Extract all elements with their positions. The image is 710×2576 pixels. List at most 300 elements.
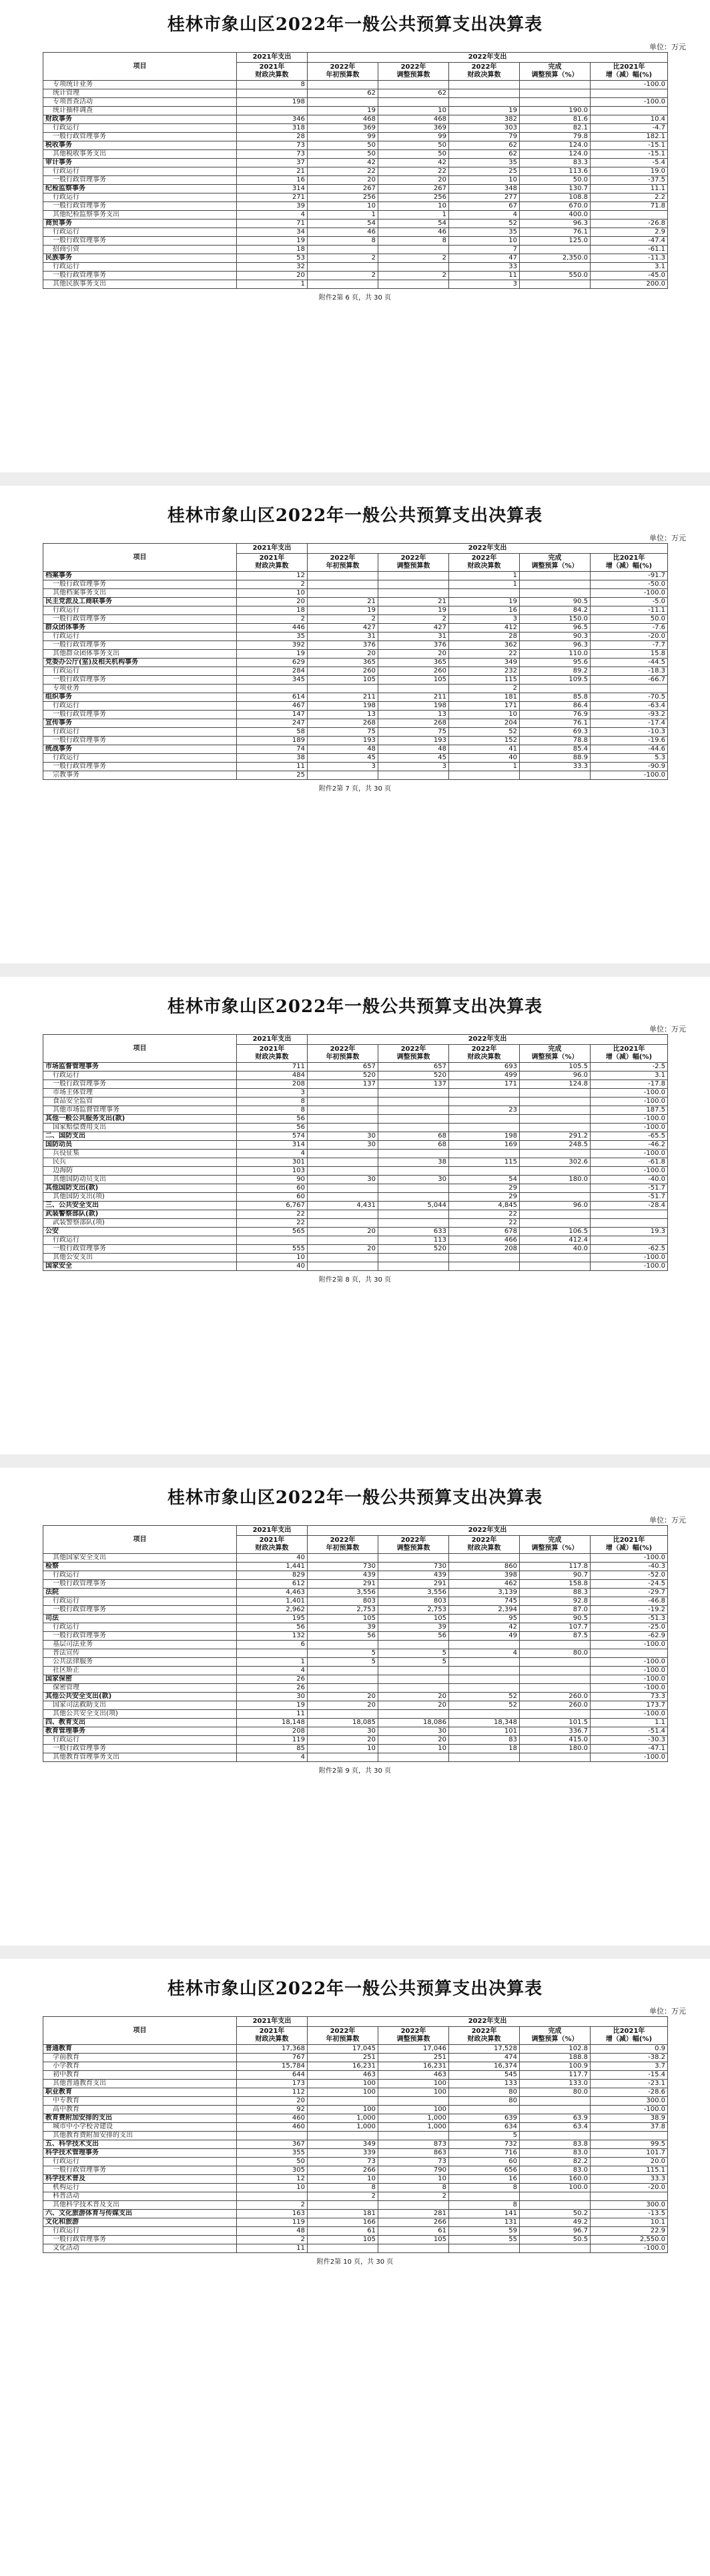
row-value: 376	[308, 641, 378, 650]
row-value	[237, 2192, 308, 2201]
row-value: -62.5	[591, 1245, 668, 1254]
report-page-1	[20, 0, 690, 467]
row-value: 55	[449, 2236, 520, 2244]
row-value: -61.1	[591, 246, 668, 254]
row-value	[378, 1124, 449, 1132]
row-value: -100.0	[591, 1554, 668, 1563]
row-value: 96.5	[520, 624, 591, 632]
row-value: 25	[237, 771, 308, 780]
row-label: 档案事务	[43, 572, 237, 580]
table-row	[43, 1262, 668, 1271]
row-value	[591, 1210, 668, 1219]
row-value: 40	[237, 1262, 308, 1271]
header-c2: 2022年 年初预算数	[308, 554, 378, 572]
row-label: 三、公共安全支出	[43, 1202, 237, 1210]
row-value: 3,556	[378, 1589, 449, 1597]
row-value: 19.3	[591, 1228, 668, 1236]
header-c4: 2022年 财政决算数	[449, 2027, 520, 2045]
row-value	[308, 1753, 378, 1762]
table-row	[43, 2114, 668, 2123]
row-value: 84.2	[520, 606, 591, 615]
row-value: 3	[237, 1089, 308, 1098]
row-value: 117.8	[520, 1563, 591, 1571]
row-value: 54	[378, 220, 449, 228]
row-value: 31	[308, 632, 378, 641]
row-value: 103	[237, 1167, 308, 1176]
header-c1: 2021年 财政决算数	[237, 1536, 308, 1554]
table-row	[43, 2158, 668, 2166]
row-value: 863	[378, 2149, 449, 2158]
row-value: 62	[449, 150, 520, 159]
row-label: 其他群众团体事务支出	[43, 650, 237, 659]
table-row	[43, 685, 668, 693]
row-value: -45.0	[591, 272, 668, 280]
table-row	[43, 1727, 668, 1736]
row-label: 其他国防支出(款)	[43, 1184, 237, 1193]
row-value: 61	[308, 2227, 378, 2236]
table-row	[43, 624, 668, 632]
row-value: -51.4	[591, 1727, 668, 1736]
row-value: 137	[378, 1080, 449, 1089]
row-label: 其他一般公共服务支出(款)	[43, 1115, 237, 1124]
row-value: 17,528	[449, 2045, 520, 2054]
table-row	[43, 1245, 668, 1254]
row-value	[308, 1089, 378, 1098]
row-value: 8	[449, 2184, 520, 2192]
row-value	[591, 1649, 668, 1658]
row-value: 1,000	[378, 2114, 449, 2123]
row-value: 82.1	[520, 124, 591, 133]
row-label: 商贸事务	[43, 220, 237, 228]
row-label: 边海防	[43, 1167, 237, 1176]
row-value: -20.0	[591, 632, 668, 641]
table-row	[43, 89, 668, 98]
row-value: 42	[378, 159, 449, 167]
report-title: 桂林市象山区2022年一般公共预算支出决算表	[167, 506, 543, 526]
row-value: 35	[449, 159, 520, 167]
row-value: 291.2	[520, 1132, 591, 1141]
row-value	[520, 246, 591, 254]
row-value: 2	[237, 2236, 308, 2244]
row-label: 其他国防动员支出	[43, 1176, 237, 1184]
row-value: -100.0	[591, 589, 668, 598]
row-value	[378, 771, 449, 780]
row-value: 20	[237, 272, 308, 280]
row-value: 87.0	[520, 1606, 591, 1615]
header-group-2021: 2021年支出	[237, 544, 308, 554]
row-value	[378, 572, 449, 580]
row-value: 345	[237, 676, 308, 685]
row-value: 171	[449, 702, 520, 711]
table-row	[43, 754, 668, 763]
row-value	[308, 1193, 378, 1202]
row-label: 其他公安支出	[43, 1254, 237, 1262]
row-value	[449, 1098, 520, 1106]
row-value: 15.8	[591, 650, 668, 659]
row-value	[378, 589, 449, 598]
row-value: -100.0	[591, 1658, 668, 1667]
row-value: 1	[449, 763, 520, 771]
row-value: 4	[237, 1150, 308, 1158]
row-value: 92.8	[520, 1597, 591, 1606]
row-value: 68	[378, 1132, 449, 1141]
row-value: 2	[378, 254, 449, 263]
table-row	[43, 2045, 668, 2054]
row-label: 普法宣传	[43, 1649, 237, 1658]
row-value: -61.8	[591, 1158, 668, 1167]
row-value	[520, 1210, 591, 1219]
row-value: 2	[237, 615, 308, 624]
header-c6: 比2021年 增（减）幅(%)	[591, 1045, 668, 1063]
row-value: 18,086	[378, 1719, 449, 1727]
row-value: -23.1	[591, 2080, 668, 2088]
row-value: 115	[449, 1158, 520, 1167]
row-value: 79.8	[520, 133, 591, 141]
row-value: 105	[308, 1615, 378, 1623]
row-value: 11	[237, 763, 308, 771]
row-value: 20	[308, 1736, 378, 1745]
row-value: 10.4	[591, 115, 668, 124]
row-value	[378, 685, 449, 693]
row-value: 89.2	[520, 667, 591, 676]
row-label: 一般行政管理事务	[43, 2166, 237, 2175]
row-label: 一般行政管理事务	[43, 615, 237, 624]
row-label: 专项业务	[43, 685, 237, 693]
table-row	[43, 202, 668, 211]
row-value: 60	[237, 1184, 308, 1193]
header-c6: 比2021年 增（减）幅(%)	[591, 2027, 668, 2045]
header-c4: 2022年 财政决算数	[449, 1045, 520, 1063]
row-value: 3.7	[591, 2062, 668, 2071]
row-value: 730	[308, 1563, 378, 1571]
row-value: 300.0	[591, 2201, 668, 2210]
row-value: 180.0	[520, 1176, 591, 1184]
row-value	[449, 1089, 520, 1098]
row-value: 303	[449, 124, 520, 133]
row-value	[520, 81, 591, 89]
row-value: 19	[449, 598, 520, 606]
row-value: 81.6	[520, 115, 591, 124]
table-row	[43, 1080, 668, 1089]
row-label: 其他市场监督管理事务	[43, 1106, 237, 1115]
table-row	[43, 2106, 668, 2114]
row-label: 专项统计业务	[43, 81, 237, 89]
row-label: 一般行政管理事务	[43, 1745, 237, 1753]
row-value: 19	[378, 606, 449, 615]
row-value: 1.1	[591, 1719, 668, 1727]
table-row	[43, 81, 668, 89]
row-value	[237, 1236, 308, 1245]
table-row	[43, 1589, 668, 1597]
report-page-3	[20, 982, 690, 1449]
row-label: 武装警察部队(款)	[43, 1210, 237, 1219]
row-label: 食品安全监管	[43, 1098, 237, 1106]
table-row	[43, 650, 668, 659]
row-value	[449, 1684, 520, 1693]
table-row	[43, 1563, 668, 1571]
row-value: 3.1	[591, 1071, 668, 1080]
header-group-2021: 2021年支出	[237, 53, 308, 63]
row-value: 26	[237, 1675, 308, 1684]
row-value: 349	[308, 2140, 378, 2149]
row-value: 2	[237, 2201, 308, 2210]
table-row	[43, 1649, 668, 1658]
row-value	[308, 2244, 378, 2253]
row-value: 105	[378, 676, 449, 685]
row-value	[378, 1262, 449, 1271]
row-value: 18	[237, 606, 308, 615]
page-separator	[0, 1946, 710, 1959]
row-value: 105	[308, 2236, 378, 2244]
row-value: 30	[308, 1141, 378, 1150]
row-label: 二、国防支出	[43, 1132, 237, 1141]
row-value	[449, 1753, 520, 1762]
row-label: 一般行政管理事务	[43, 641, 237, 650]
row-value: 339	[308, 2149, 378, 2158]
row-value	[449, 1658, 520, 1667]
table-row	[43, 1745, 668, 1753]
row-value: 169	[449, 1141, 520, 1150]
row-label: 其他科学技术普及支出	[43, 2201, 237, 2210]
row-value: -100.0	[591, 81, 668, 89]
row-label: 行政运行	[43, 754, 237, 763]
row-value: 90.7	[520, 1571, 591, 1580]
row-value: 8	[237, 1098, 308, 1106]
row-label: 行政运行	[43, 606, 237, 615]
row-value: 367	[237, 2140, 308, 2149]
row-value	[449, 2106, 520, 2114]
unit-label: 单位：万元	[649, 43, 686, 51]
row-value	[591, 2192, 668, 2201]
table-row	[43, 115, 668, 124]
row-value	[378, 263, 449, 272]
row-value	[237, 2132, 308, 2140]
row-value: 180.0	[520, 1745, 591, 1753]
table-row	[43, 598, 668, 606]
row-value: 133	[449, 2080, 520, 2088]
row-value: 112	[237, 2088, 308, 2097]
row-value: 362	[449, 641, 520, 650]
row-value: 5	[378, 1658, 449, 1667]
row-value: 30	[378, 1727, 449, 1736]
row-value: 17,046	[378, 2045, 449, 2054]
row-value: -100.0	[591, 1115, 668, 1124]
row-value: 15,784	[237, 2062, 308, 2071]
row-value: 18	[449, 1745, 520, 1753]
row-label: 科学技术管理事务	[43, 2149, 237, 2158]
row-value	[378, 98, 449, 107]
table-row	[43, 2132, 668, 2140]
row-value: 656	[449, 2166, 520, 2175]
row-value: 59	[449, 2227, 520, 2236]
row-value	[378, 2201, 449, 2210]
row-value: 8	[449, 2201, 520, 2210]
row-value: 54	[308, 220, 378, 228]
row-value: 39	[237, 202, 308, 211]
row-value: -66.7	[591, 676, 668, 685]
row-label: 科学技术普及	[43, 2175, 237, 2184]
header-c3: 2022年 调整预算数	[378, 1045, 449, 1063]
row-value: -44.6	[591, 745, 668, 754]
row-label: 行政运行	[43, 702, 237, 711]
row-value: 2	[237, 580, 308, 589]
row-label: 审计事务	[43, 159, 237, 167]
row-value	[308, 1098, 378, 1106]
row-value: 182.1	[591, 133, 668, 141]
row-value: 790	[378, 2166, 449, 2175]
row-label: 国家安全	[43, 1262, 237, 1271]
row-label: 一般行政管理事务	[43, 737, 237, 745]
row-value: 50	[237, 2158, 308, 2166]
table-row	[43, 211, 668, 220]
row-value: 106.5	[520, 1228, 591, 1236]
row-value	[591, 1219, 668, 1228]
row-value: 187.5	[591, 1106, 668, 1115]
row-value: -11.3	[591, 254, 668, 263]
row-value: 716	[449, 2149, 520, 2158]
row-value: -5.4	[591, 159, 668, 167]
row-value: 19	[308, 606, 378, 615]
row-value	[308, 572, 378, 580]
row-value: 211	[378, 693, 449, 702]
row-value	[378, 1641, 449, 1649]
table-row	[43, 1736, 668, 1745]
row-value: 318	[237, 124, 308, 133]
header-c6: 比2021年 增（减）幅(%)	[591, 63, 668, 81]
header-group-2022: 2022年支出	[308, 1035, 668, 1045]
row-value: 87.5	[520, 1632, 591, 1641]
row-value: -50.0	[591, 580, 668, 589]
row-value: 74	[237, 745, 308, 754]
row-value: 113.6	[520, 167, 591, 176]
row-value: 171	[449, 1080, 520, 1089]
row-value	[308, 685, 378, 693]
row-value: 131	[449, 2218, 520, 2227]
row-value: 300.0	[591, 2097, 668, 2106]
row-value: 83.0	[520, 2149, 591, 2158]
row-label: 行政运行	[43, 263, 237, 272]
row-value: 33	[449, 263, 520, 272]
row-value	[520, 1753, 591, 1762]
row-value	[520, 1106, 591, 1115]
row-value: 124.0	[520, 150, 591, 159]
row-value	[308, 1167, 378, 1176]
row-label: 武装警察部队(项)	[43, 1219, 237, 1228]
table-row	[43, 1219, 668, 1228]
row-value: 45	[378, 754, 449, 763]
row-value: 79	[449, 133, 520, 141]
row-value	[378, 1554, 449, 1563]
row-value: 22	[449, 1210, 520, 1219]
row-value	[449, 1167, 520, 1176]
row-value: -100.0	[591, 1098, 668, 1106]
row-value: 2,550.0	[591, 2236, 668, 2244]
row-value: 711	[237, 1063, 308, 1071]
row-value: 92	[237, 2106, 308, 2114]
report-title: 桂林市象山区2022年一般公共预算支出决算表	[167, 997, 543, 1017]
row-value	[378, 1254, 449, 1262]
row-value: 284	[237, 667, 308, 676]
header-group-2022: 2022年支出	[308, 1526, 668, 1536]
row-value	[378, 1184, 449, 1193]
row-value: 462	[449, 1580, 520, 1589]
table-row	[43, 2149, 668, 2158]
row-label: 一般行政管理事务	[43, 237, 237, 246]
row-value: 189	[237, 737, 308, 745]
row-label: 其他档案事务支出	[43, 589, 237, 598]
page-footer: 附件2第 7 页，共 30 页	[318, 785, 392, 793]
row-value: 47	[449, 254, 520, 263]
row-value: 75	[378, 728, 449, 737]
row-value: 5	[308, 1658, 378, 1667]
header-c5: 完成 调整预算（%）	[520, 1045, 591, 1063]
row-value: 291	[378, 1580, 449, 1589]
row-value: 1,000	[308, 2123, 378, 2132]
row-value	[378, 2132, 449, 2140]
table-row	[43, 2123, 668, 2132]
row-value	[520, 1219, 591, 1228]
row-value: -38.2	[591, 2054, 668, 2062]
row-value	[520, 1115, 591, 1124]
row-value: 71	[237, 220, 308, 228]
row-label: 行政运行	[43, 167, 237, 176]
row-value: 61	[378, 2227, 449, 2236]
row-label: 科普活动	[43, 2192, 237, 2201]
row-value: 468	[378, 115, 449, 124]
row-value	[520, 2244, 591, 2253]
row-value: 85.8	[520, 693, 591, 702]
row-value	[308, 2201, 378, 2210]
row-value	[449, 1262, 520, 1271]
row-label: 高中教育	[43, 2106, 237, 2114]
row-label: 行政运行	[43, 193, 237, 202]
header-c1: 2021年 财政决算数	[237, 1045, 308, 1063]
table-row	[43, 150, 668, 159]
row-value: -11.1	[591, 606, 668, 615]
row-label: 一般行政管理事务	[43, 272, 237, 280]
row-value: 4	[237, 211, 308, 220]
row-value: 657	[378, 1063, 449, 1071]
row-value: 173.7	[591, 1701, 668, 1710]
row-value: 20	[378, 1701, 449, 1710]
row-value	[378, 246, 449, 254]
row-value	[378, 1675, 449, 1684]
row-value: 1,000	[308, 2114, 378, 2123]
row-value: 73	[237, 150, 308, 159]
table-row	[43, 2184, 668, 2192]
row-value: 150.0	[520, 615, 591, 624]
row-label: 一般行政管理事务	[43, 1580, 237, 1589]
row-value: 730	[378, 1563, 449, 1571]
row-label: 财政事务	[43, 115, 237, 124]
row-label: 一般行政管理事务	[43, 1245, 237, 1254]
row-value: 256	[308, 193, 378, 202]
header-c4: 2022年 财政决算数	[449, 554, 520, 572]
row-value: 20	[378, 650, 449, 659]
row-label: 其他教育管理事务支出	[43, 1753, 237, 1762]
row-value: 12	[237, 572, 308, 580]
table-row	[43, 2071, 668, 2080]
row-value: 12	[237, 2175, 308, 2184]
row-value: 90	[237, 1176, 308, 1184]
row-value: 8	[308, 2184, 378, 2192]
row-value: 1	[237, 280, 308, 289]
row-value: 629	[237, 659, 308, 667]
row-value	[378, 280, 449, 289]
row-value: 45	[308, 754, 378, 763]
row-value	[520, 263, 591, 272]
row-value: -28.4	[591, 1202, 668, 1210]
